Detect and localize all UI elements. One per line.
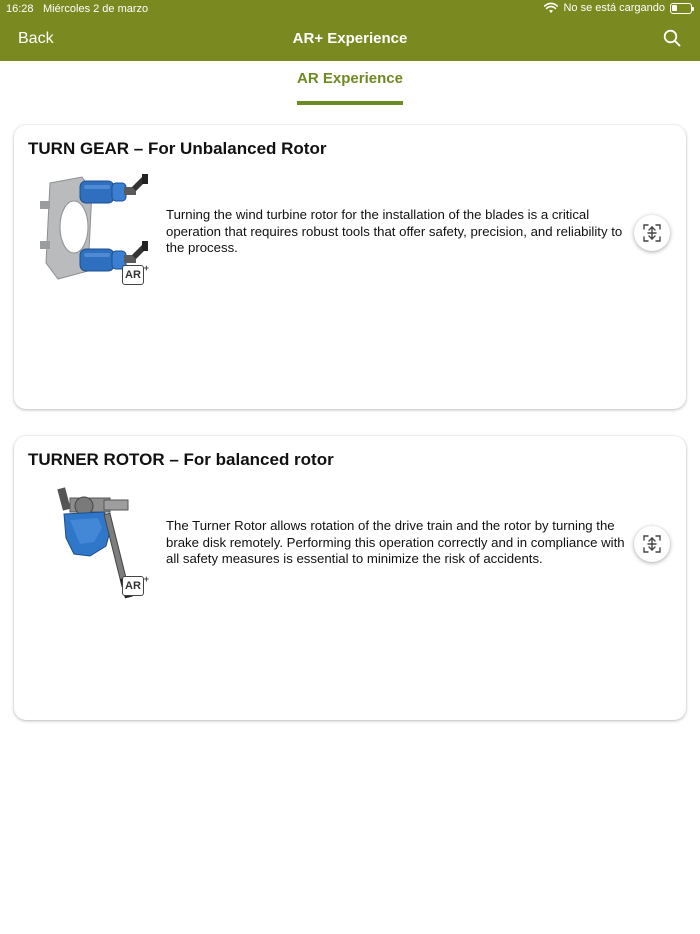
ar-badge: AR + xyxy=(122,265,144,285)
ar-view-icon xyxy=(641,222,663,244)
battery-fill xyxy=(672,5,677,11)
product-card-turner-rotor[interactable] xyxy=(14,436,686,720)
tab-ar-experience[interactable] xyxy=(297,70,403,105)
product-image-turner-rotor xyxy=(50,484,172,600)
top-bar xyxy=(0,0,700,61)
card-description: The Turner Rotor allows rotation of the drive train and the rotor by turning the brake disk remotely. Performing this operation correctly and in compliance with all safety measures is essential to minimize the risk of accidents. xyxy=(166,518,625,566)
back-button[interactable]: Back xyxy=(18,30,54,47)
card-title: TURNER ROTOR – For balanced rotor xyxy=(28,450,334,469)
charging-status: No se está cargando xyxy=(563,2,665,14)
product-card-turn-gear[interactable] xyxy=(14,125,686,409)
search-button[interactable] xyxy=(662,29,682,49)
wifi-icon xyxy=(544,2,558,14)
ar-view-icon xyxy=(641,533,663,555)
nav-title: AR+ Experience xyxy=(292,30,408,47)
card-description: Turning the wind turbine rotor for the installation of the blades is a critical operation that requires robust tools that offer safety, precision, and reliability to the process. xyxy=(166,207,623,255)
nav-bar xyxy=(0,18,700,61)
ar-launch-button[interactable] xyxy=(634,526,670,562)
status-date: Miércoles 2 de marzo xyxy=(43,3,149,15)
search-icon xyxy=(663,29,681,47)
status-time: 16:28 xyxy=(6,3,34,15)
card-title: TURN GEAR – For Unbalanced Rotor xyxy=(28,139,327,158)
product-image-turn-gear xyxy=(36,171,158,287)
status-right xyxy=(544,2,692,14)
tab-label: AR Experience xyxy=(297,70,403,87)
ar-badge: AR + xyxy=(122,576,144,596)
battery-icon xyxy=(670,3,692,14)
tab-active-indicator xyxy=(297,101,403,105)
status-bar xyxy=(0,0,700,18)
ar-launch-button[interactable] xyxy=(634,215,670,251)
tab-bar xyxy=(0,61,700,105)
